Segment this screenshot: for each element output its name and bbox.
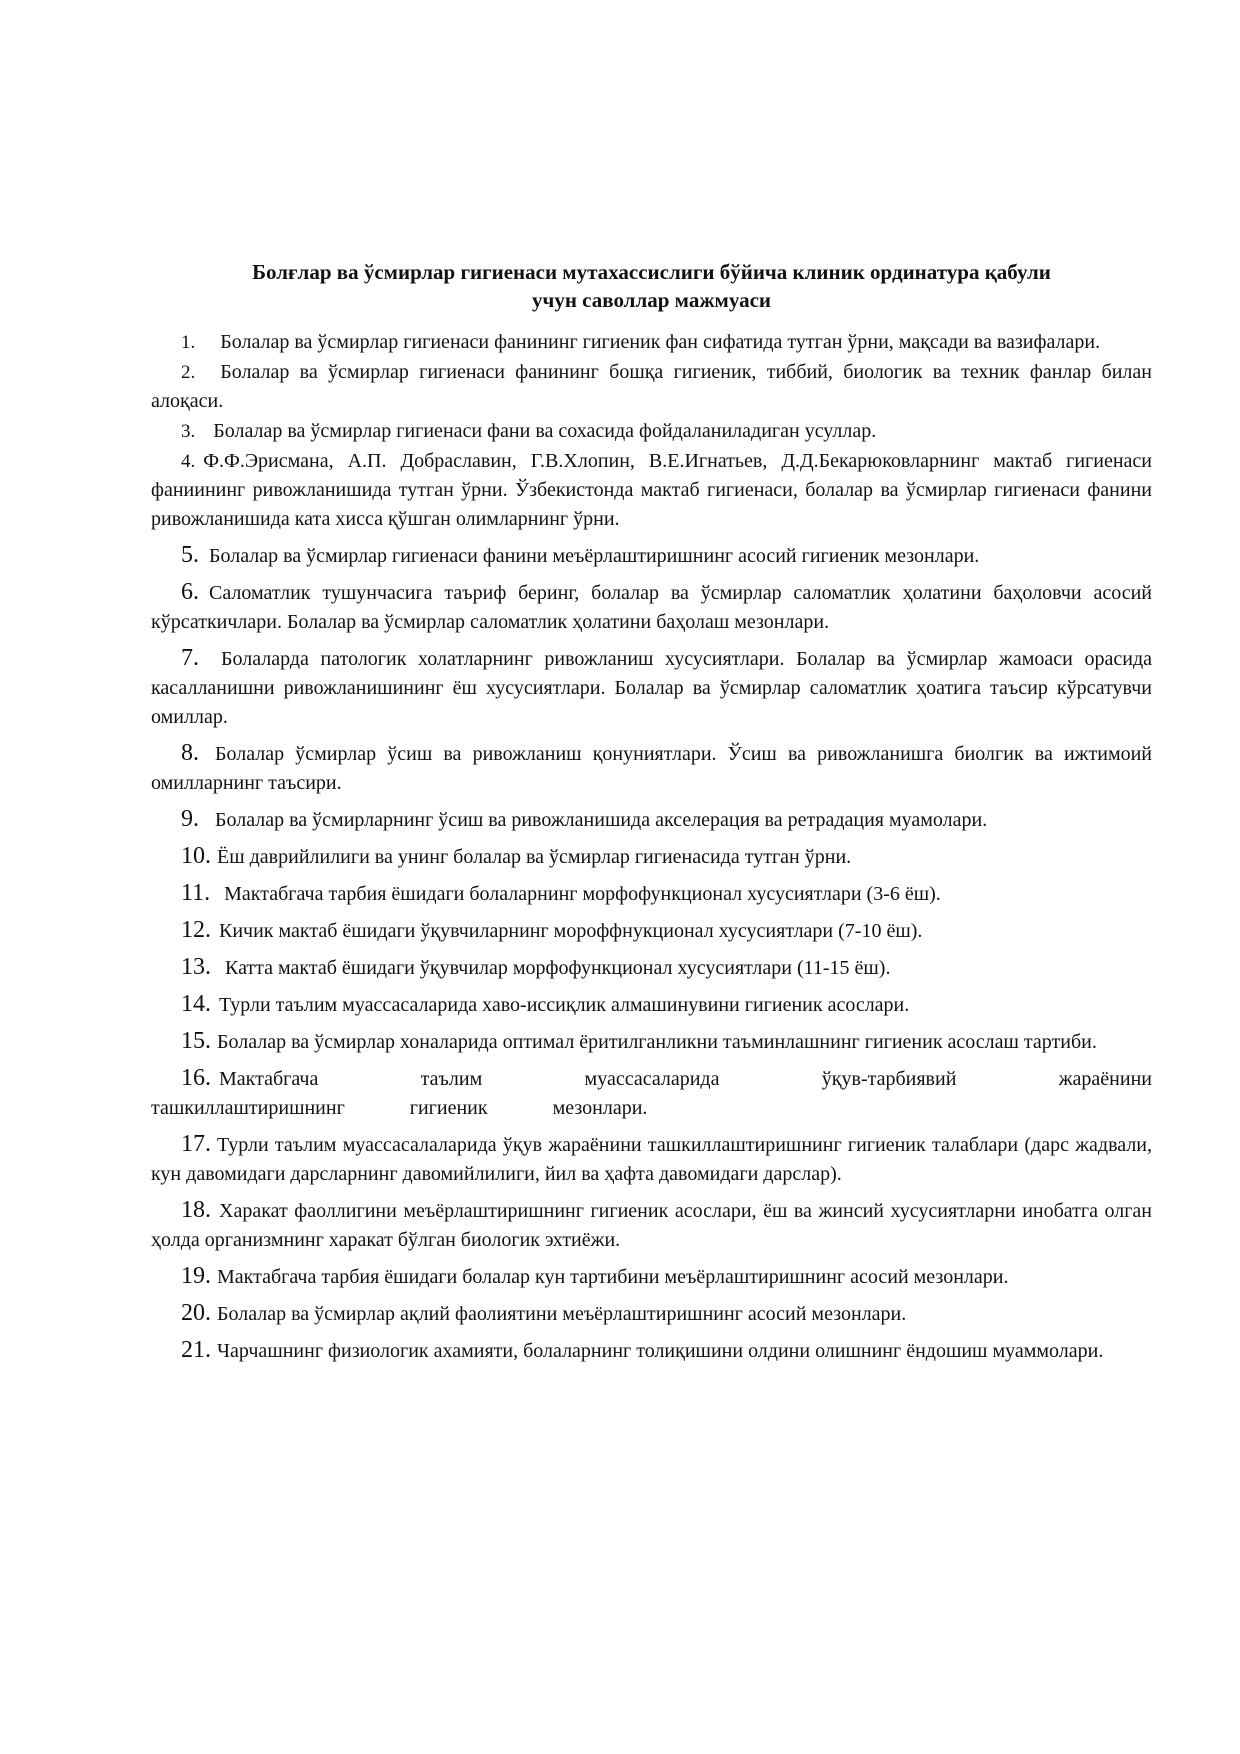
title-line-1: Болғлар ва ўсмирлар гигиенаси мутахассислиги бўйича клиник ординатура қабули [252, 260, 1051, 284]
question-item-2 [151, 358, 1152, 416]
question-item-5 [151, 541, 1152, 571]
question-number: 15. [181, 1028, 211, 1054]
question-text: Турли таълим муассасаларида хаво-иссиқлик алмашинувини гигиеник асослари. [219, 994, 910, 1016]
question-text: Ёш даврийлилиги ва унинг болалар ва ўсмирлар гигиенасида тутган ўрни. [217, 846, 852, 868]
question-item-8 [151, 739, 1152, 798]
question-number: 8. [181, 740, 199, 766]
question-text: Болалар ўсмирлар ўсиш ва ривожланиш қонуниятлари. Ўсиш ва ривожланишга биолгик ва ижтимоий омилларнинг таъсири. [151, 743, 1152, 794]
document-title [151, 258, 1152, 314]
question-text: Болалар ва ўсмирлар хоналарида оптимал ёритилганликни таъминлашнинг гигиеник асослаш тартиби. [217, 1031, 1097, 1053]
question-text: Болалар ва ўсмирлар ақлий фаолиятини меъёрлаштиришнинг асосий мезонлари. [217, 1303, 907, 1325]
question-text: Харакат фаоллигини меъёрлаштиришнинг гигиеник асослари, ёш ва жинсий хусусиятларни инобатга олган ҳолда организмнинг харакат бўлган биологик эхтиёжи. [151, 1200, 1152, 1251]
question-item-1 [151, 328, 1152, 357]
question-number: 16. [181, 1065, 211, 1091]
question-item-18 [151, 1196, 1152, 1255]
question-text: Саломатлик тушунчасига таъриф беринг, болалар ва ўсмирлар саломатлик ҳолатини баҳоловчи асосий кўрсаткичлари. Болалар ва ўсмирлар саломатлик ҳолатини баҳолаш мезонлари. [151, 582, 1152, 633]
question-number: 13. [181, 954, 211, 980]
question-number: 11. [181, 880, 211, 906]
question-number: 18. [181, 1197, 211, 1223]
document-page [151, 258, 1152, 1373]
question-number: 10. [181, 843, 211, 869]
question-item-15 [151, 1027, 1152, 1057]
question-list [151, 328, 1152, 1366]
question-item-17 [151, 1130, 1152, 1189]
question-text: Турли таълим муассасалаларида ўқув жараёнини ташкиллаштиришнинг гигиеник талаблари (дарс жадвали, кун давомидаги дарсларнинг давомийлилиги, йил ва ҳафта давомидаги дарслар). [151, 1134, 1152, 1185]
question-text: Болалар ва ўсмирларнинг ўсиш ва ривожланишида акселерация ва ретрадация муамолари. [215, 809, 988, 831]
question-item-12 [151, 916, 1152, 946]
question-item-9 [151, 805, 1152, 835]
question-text: Катта мактаб ёшидаги ўқувчилар морфофункционал хусусиятлари (11-15 ёш). [225, 957, 891, 979]
question-text: Мактабгача тарбия ёшидаги болалар кун тартибини меъёрлаштиришнинг асосий мезонлари. [217, 1266, 1009, 1288]
question-text: Болаларда патологик холатларнинг ривожланиш хусусиятлари. Болалар ва ўсмирлар жамоаси орасида касалланишни ривожланишининг ёш хусусиятлари. Болалар ва ўсмирлар саломатлик ҳоатига таъсир кўрсатувчи омиллар. [151, 648, 1152, 728]
question-item-21 [151, 1336, 1152, 1366]
question-text: Мактабгача тарбия ёшидаги болаларнинг морфофункционал хусусиятлари (3-6 ёш). [224, 883, 941, 905]
question-item-7 [151, 644, 1152, 732]
question-number: 19. [181, 1263, 211, 1289]
question-item-10 [151, 842, 1152, 872]
question-item-11 [151, 879, 1152, 909]
question-number: 17. [181, 1131, 211, 1157]
question-text: Кичик мактаб ёшидаги ўқувчиларнинг мороффнукционал хусусиятлари (7-10 ёш). [219, 920, 923, 942]
question-number: 5. [181, 542, 199, 568]
question-number: 9. [181, 806, 199, 832]
question-number: 6. [181, 579, 199, 605]
question-text: Ф.Ф.Эрисмана, А.П. Добраславин, Г.В.Хлопин, В.Е.Игнатьев, Д.Д.Бекарюковларнинг мактаб гигиенаси фаниининг ривожланишида тутган ўрни. Ўзбекистонда мактаб гигиенаси, болалар ва ўсмирлар гигиенаси фанини ривожланишида ката хисса қўшган олимларнинг ўрни. [151, 450, 1152, 530]
question-item-16 [151, 1064, 1152, 1123]
question-number: 14. [181, 991, 211, 1017]
question-number: 1. [181, 332, 196, 353]
question-number: 2. [181, 362, 196, 383]
question-number: 12. [181, 917, 211, 943]
question-number: 3. [181, 421, 196, 442]
question-item-20 [151, 1299, 1152, 1329]
question-text: Болалар ва ўсмирлар гигиенаси фанининг бошқа гигиеник, тиббий, биологик ва техник фанлар билан алоқаси. [151, 361, 1152, 412]
question-text: Мактабгача таълим муассасаларида ўқув-тарбиявий жараёнини ташкиллаштиришнинг гигиеник мезонлари. [151, 1068, 1152, 1119]
question-item-19 [151, 1262, 1152, 1292]
question-text: Болалар ва ўсмирлар гигиенаси фани ва сохасида фойдаланиладиган усуллар. [213, 420, 877, 442]
question-text: Болалар ва ўсмирлар гигиенаси фанини меъёрлаштиришнинг асосий гигиеник мезонлари. [209, 545, 980, 567]
question-item-6 [151, 578, 1152, 637]
question-text: Чарчашнинг физиологик ахамияти, болаларнинг толиқишини олдини олишнинг ёндошиш муаммолари. [217, 1340, 1104, 1362]
question-number: 20. [181, 1300, 211, 1326]
question-item-14 [151, 990, 1152, 1020]
question-text: Болалар ва ўсмирлар гигиенаси фанининг гигиеник фан сифатида тутган ўрни, мақсади ва вазифалари. [220, 331, 1101, 353]
question-number: 4. [181, 451, 196, 472]
question-number: 21. [181, 1337, 211, 1363]
question-number: 7. [181, 645, 199, 671]
question-item-13 [151, 953, 1152, 983]
title-line-2: учун саволлар мажмуаси [531, 288, 772, 312]
question-item-3 [151, 417, 1152, 446]
question-item-4 [151, 447, 1152, 534]
